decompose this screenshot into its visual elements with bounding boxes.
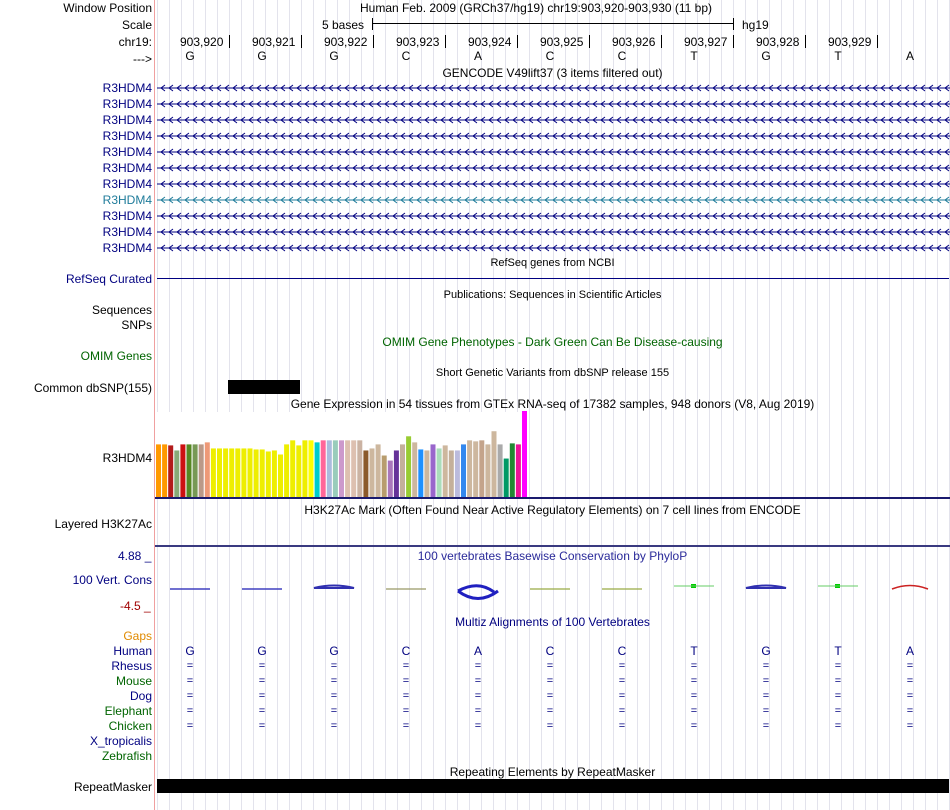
- gtex-tissue-bar[interactable]: [461, 444, 466, 497]
- gtex-tissue-bar[interactable]: [217, 448, 222, 497]
- aligned-match-symbol: =: [906, 675, 914, 687]
- sequence-base: G: [761, 49, 771, 63]
- h3k27-track-title: H3K27Ac Mark (Often Found Near Active Regulatory Elements) on 7 cell lines from ENCODE: [304, 503, 801, 517]
- gtex-tissue-bar[interactable]: [284, 444, 289, 497]
- human-aligned-base: A: [473, 644, 482, 658]
- aligned-match-symbol: =: [474, 675, 482, 687]
- species-label[interactable]: Chicken: [108, 719, 152, 733]
- chrom-label: chr19:: [118, 35, 152, 49]
- aligned-match-symbol: =: [546, 690, 554, 702]
- aligned-match-symbol: =: [762, 690, 770, 702]
- gtex-tissue-bar[interactable]: [498, 444, 503, 497]
- aligned-match-symbol: =: [402, 660, 410, 672]
- gtex-tissue-bar[interactable]: [211, 448, 216, 497]
- omim-track-label[interactable]: OMIM Genes: [80, 349, 152, 363]
- aligned-match-symbol: =: [402, 675, 410, 687]
- gtex-tissue-bar[interactable]: [315, 442, 320, 497]
- aligned-match-symbol: =: [258, 705, 266, 717]
- gtex-track-title: Gene Expression in 54 tissues from GTEx RNA-seq of 17382 samples, 948 donors (V8, Aug 2019): [290, 397, 815, 411]
- aligned-match-symbol: =: [762, 705, 770, 717]
- gtex-tissue-bar[interactable]: [382, 456, 387, 497]
- scale-bar-left-tick: [372, 18, 373, 30]
- human-aligned-base: A: [905, 644, 914, 658]
- aligned-match-symbol: =: [618, 690, 626, 702]
- gtex-tissue-bar[interactable]: [467, 440, 472, 497]
- aligned-match-symbol: =: [690, 660, 698, 672]
- ruler-position: 903,924: [468, 35, 512, 49]
- human-aligned-base: T: [834, 644, 842, 658]
- sequence-base: G: [329, 49, 339, 63]
- gtex-tissue-bar[interactable]: [516, 444, 521, 497]
- aligned-match-symbol: =: [906, 660, 914, 672]
- aligned-match-symbol: =: [474, 660, 482, 672]
- aligned-match-symbol: =: [834, 705, 842, 717]
- gtex-tissue-bar[interactable]: [309, 440, 314, 497]
- aligned-match-symbol: =: [690, 720, 698, 732]
- gencode-gene-track[interactable]: [157, 82, 950, 94]
- scale-text: 5 bases: [322, 18, 365, 32]
- refseq-track-label[interactable]: RefSeq Curated: [65, 272, 152, 286]
- repeatmasker-track-label[interactable]: RepeatMasker: [73, 780, 152, 794]
- ruler-position: 903,923: [396, 35, 440, 49]
- aligned-match-symbol: =: [186, 675, 194, 687]
- ruler-tick: [661, 35, 662, 48]
- aligned-match-symbol: =: [690, 705, 698, 717]
- human-aligned-base: G: [257, 644, 267, 658]
- gtex-baseline: [155, 497, 950, 499]
- phylop-track-label[interactable]: 100 Vert. Cons: [72, 573, 152, 587]
- gtex-tissue-bar[interactable]: [394, 450, 399, 497]
- gtex-tissue-bar[interactable]: [479, 440, 484, 497]
- ruler-tick: [445, 35, 446, 48]
- ruler-position: 903,926: [612, 35, 656, 49]
- gtex-tissue-bar[interactable]: [205, 442, 210, 497]
- aligned-match-symbol: =: [186, 690, 194, 702]
- gtex-tissue-bar[interactable]: [492, 431, 497, 497]
- gtex-tissue-bar[interactable]: [248, 448, 253, 497]
- aligned-match-symbol: =: [618, 660, 626, 672]
- gtex-tissue-bar[interactable]: [504, 459, 509, 497]
- aligned-match-symbol: =: [474, 705, 482, 717]
- gtex-tissue-bar[interactable]: [241, 448, 246, 497]
- gtex-tissue-bar[interactable]: [333, 440, 338, 497]
- gencode-gene-track[interactable]: [157, 146, 950, 158]
- gtex-tissue-bar[interactable]: [431, 444, 436, 497]
- aligned-match-symbol: =: [618, 675, 626, 687]
- ruler-tick: [301, 35, 302, 48]
- gtex-tissue-bar[interactable]: [437, 448, 442, 497]
- aligned-match-symbol: =: [402, 690, 410, 702]
- gtex-track-label[interactable]: R3HDM4: [102, 451, 152, 465]
- gencode-gene-label[interactable]: R3HDM4: [102, 97, 152, 111]
- dbsnp-track-title: Short Genetic Variants from dbSNP release 155: [435, 367, 670, 379]
- gtex-tissue-bar[interactable]: [388, 461, 393, 497]
- phylop-score-mark[interactable]: [818, 584, 858, 588]
- phylop-score-mark[interactable]: [314, 586, 354, 589]
- aligned-match-symbol: =: [834, 720, 842, 732]
- gtex-tissue-bar[interactable]: [278, 455, 283, 497]
- aligned-match-symbol: =: [258, 660, 266, 672]
- repeatmasker-block[interactable]: [157, 779, 949, 793]
- aligned-match-symbol: =: [330, 720, 338, 732]
- gencode-track-title: GENCODE V49lift37 (3 items filtered out): [442, 66, 663, 80]
- phylop-max-label: 4.88 _: [118, 549, 152, 563]
- aligned-match-symbol: =: [834, 675, 842, 687]
- gtex-tissue-bar[interactable]: [357, 440, 362, 497]
- gtex-tissue-bar[interactable]: [180, 444, 185, 497]
- aligned-match-symbol: =: [186, 705, 194, 717]
- species-label[interactable]: X_tropicalis: [89, 734, 152, 748]
- h3k27-baseline: [155, 545, 950, 547]
- aligned-match-symbol: =: [618, 705, 626, 717]
- gencode-gene-track[interactable]: [157, 194, 950, 206]
- human-aligned-base: C: [401, 644, 411, 658]
- aligned-match-symbol: =: [906, 690, 914, 702]
- gencode-gene-label[interactable]: R3HDM4: [102, 129, 152, 143]
- aligned-match-symbol: =: [762, 675, 770, 687]
- gencode-gene-label[interactable]: R3HDM4: [102, 177, 152, 191]
- gtex-tissue-bar[interactable]: [522, 411, 527, 497]
- gtex-tissue-bar[interactable]: [235, 448, 240, 497]
- pubs-track-label-sequences[interactable]: Sequences: [91, 303, 152, 317]
- assembly-label: hg19: [742, 18, 769, 32]
- gtex-tissue-bar[interactable]: [168, 445, 173, 497]
- sequence-base: G: [257, 49, 267, 63]
- window-position-text: Human Feb. 2009 (GRCh37/hg19) chr19:903,920-903,930 (11 bp): [360, 1, 713, 15]
- sequence-base: T: [834, 49, 842, 63]
- h3k27-track-label[interactable]: Layered H3K27Ac: [54, 517, 152, 531]
- aligned-match-symbol: =: [546, 705, 554, 717]
- gtex-tissue-bar[interactable]: [162, 444, 167, 497]
- ruler-position: 903,925: [540, 35, 584, 49]
- aligned-match-symbol: =: [762, 660, 770, 672]
- ruler-tick: [373, 35, 374, 48]
- gtex-tissue-bar[interactable]: [412, 442, 417, 497]
- gtex-tissue-bar[interactable]: [229, 448, 234, 497]
- gtex-tissue-bar[interactable]: [223, 448, 228, 497]
- aligned-match-symbol: =: [258, 720, 266, 732]
- ruler-tick: [733, 35, 734, 48]
- multiz-track-title: Multiz Alignments of 100 Vertebrates: [455, 615, 650, 629]
- species-label[interactable]: Elephant: [104, 704, 152, 718]
- ruler-position: 903,929: [828, 35, 872, 49]
- gencode-gene-label[interactable]: R3HDM4: [102, 241, 152, 255]
- gtex-tissue-bar[interactable]: [424, 450, 429, 497]
- human-aligned-base: T: [690, 644, 698, 658]
- gtex-tissue-bar[interactable]: [193, 444, 198, 497]
- phylop-score-mark[interactable]: [458, 586, 498, 599]
- sequence-base: C: [617, 49, 627, 63]
- phylop-score-mark[interactable]: [674, 584, 714, 588]
- pubs-track-label-snps[interactable]: SNPs: [121, 318, 152, 332]
- sequence-base: A: [473, 49, 482, 63]
- aligned-match-symbol: =: [186, 660, 194, 672]
- gtex-tissue-bar[interactable]: [485, 444, 490, 497]
- sequence-base: G: [185, 49, 195, 63]
- species-label[interactable]: Human: [113, 644, 152, 658]
- human-aligned-base: C: [617, 644, 627, 658]
- pubs-track-title: Publications: Sequences in Scientific Articles: [443, 289, 662, 301]
- ruler-position: 903,922: [324, 35, 368, 49]
- ruler-tick: [229, 35, 230, 48]
- scale-bar: [372, 23, 734, 24]
- scale-label: Scale: [121, 18, 152, 32]
- gtex-tissue-bar[interactable]: [296, 445, 301, 497]
- gtex-tissue-bar[interactable]: [302, 440, 307, 497]
- gtex-tissue-bar[interactable]: [345, 440, 350, 497]
- aligned-match-symbol: =: [474, 720, 482, 732]
- gencode-gene-label[interactable]: R3HDM4: [102, 145, 152, 159]
- aligned-match-symbol: =: [690, 675, 698, 687]
- ruler-position: 903,928: [756, 35, 800, 49]
- gtex-tissue-bar[interactable]: [449, 450, 454, 497]
- aligned-match-symbol: =: [546, 675, 554, 687]
- gtex-tissue-bar[interactable]: [321, 440, 326, 497]
- aligned-match-symbol: =: [546, 660, 554, 672]
- aligned-match-symbol: =: [186, 720, 194, 732]
- species-label[interactable]: Mouse: [115, 674, 152, 688]
- ruler-position: 903,921: [252, 35, 296, 49]
- gencode-gene-label[interactable]: R3HDM4: [102, 161, 152, 175]
- ruler-tick: [805, 35, 806, 48]
- gtex-tissue-bar[interactable]: [406, 436, 411, 497]
- aligned-match-symbol: =: [834, 690, 842, 702]
- ruler-position: 903,927: [684, 35, 728, 49]
- aligned-match-symbol: =: [402, 720, 410, 732]
- gtex-tissue-bar[interactable]: [339, 440, 344, 497]
- gtex-tissue-bar[interactable]: [266, 451, 271, 497]
- aligned-match-symbol: =: [906, 705, 914, 717]
- aligned-match-symbol: =: [330, 705, 338, 717]
- aligned-match-symbol: =: [834, 660, 842, 672]
- species-label[interactable]: Rhesus: [111, 659, 152, 673]
- strand-label: --->: [133, 52, 152, 66]
- gtex-tissue-bar[interactable]: [418, 449, 423, 497]
- human-aligned-base: C: [545, 644, 555, 658]
- gtex-tissue-bar[interactable]: [443, 445, 448, 497]
- phylop-min-label: -4.5 _: [120, 599, 151, 613]
- gtex-tissue-bar[interactable]: [473, 441, 478, 497]
- gtex-tissue-bar[interactable]: [400, 444, 405, 497]
- ruler-tick: [589, 35, 590, 48]
- multiz-gaps-label[interactable]: Gaps: [123, 629, 152, 643]
- refseq-track-title: RefSeq genes from NCBI: [490, 257, 615, 269]
- gtex-tissue-bar[interactable]: [156, 444, 161, 497]
- gtex-tissue-bar[interactable]: [290, 440, 295, 497]
- aligned-match-symbol: =: [330, 660, 338, 672]
- refseq-gene-line[interactable]: [157, 278, 949, 279]
- gtex-tissue-bar[interactable]: [272, 450, 277, 497]
- gtex-tissue-bar[interactable]: [370, 448, 375, 497]
- gtex-tissue-bar[interactable]: [376, 444, 381, 497]
- phylop-graph[interactable]: [155, 578, 950, 606]
- gencode-gene-track[interactable]: [157, 242, 950, 254]
- human-aligned-base: G: [329, 644, 339, 658]
- human-aligned-base: G: [761, 644, 771, 658]
- aligned-match-symbol: =: [330, 690, 338, 702]
- gtex-tissue-bar[interactable]: [327, 440, 332, 497]
- aligned-match-symbol: =: [402, 705, 410, 717]
- sequence-base: A: [905, 49, 914, 63]
- sequence-base: C: [401, 49, 411, 63]
- aligned-match-symbol: =: [474, 690, 482, 702]
- species-label[interactable]: Zebrafish: [101, 749, 152, 763]
- phylop-score-mark[interactable]: [746, 586, 786, 589]
- gtex-tissue-bar[interactable]: [199, 444, 204, 497]
- gtex-tissue-bar[interactable]: [351, 440, 356, 497]
- aligned-match-symbol: =: [762, 720, 770, 732]
- gtex-tissue-bar[interactable]: [510, 443, 515, 497]
- gencode-gene-label[interactable]: R3HDM4: [102, 225, 152, 239]
- scale-bar-right-tick: [733, 18, 734, 30]
- omim-track-title: OMIM Gene Phenotypes - Dark Green Can Be Disease-causing: [382, 335, 723, 349]
- human-aligned-base: G: [185, 644, 195, 658]
- aligned-match-symbol: =: [258, 675, 266, 687]
- dbsnp-variant-block[interactable]: [228, 380, 300, 394]
- aligned-match-symbol: =: [618, 720, 626, 732]
- species-label[interactable]: Dog: [129, 689, 152, 703]
- gencode-gene-track[interactable]: [157, 130, 950, 142]
- phylop-track-title: 100 vertebrates Basewise Conservation by PhyloP: [417, 549, 688, 563]
- gencode-gene-track[interactable]: [157, 162, 950, 174]
- ruler-position: 903,920: [180, 35, 224, 49]
- gtex-tissue-bar[interactable]: [174, 450, 179, 497]
- sequence-base: T: [690, 49, 698, 63]
- aligned-match-symbol: =: [690, 690, 698, 702]
- window-position-label: Window Position: [63, 1, 152, 15]
- repeatmasker-track-title: Repeating Elements by RepeatMasker: [449, 765, 656, 779]
- gencode-gene-track[interactable]: [157, 210, 950, 222]
- aligned-match-symbol: =: [906, 720, 914, 732]
- gtex-tissue-bar[interactable]: [363, 450, 368, 497]
- gencode-gene-track[interactable]: [157, 114, 950, 126]
- gtex-bar-chart[interactable]: [155, 410, 535, 498]
- aligned-match-symbol: =: [546, 720, 554, 732]
- ruler-tick: [877, 35, 878, 48]
- ruler-tick: [517, 35, 518, 48]
- gtex-tissue-bar[interactable]: [455, 450, 460, 497]
- aligned-match-symbol: =: [330, 675, 338, 687]
- gencode-gene-label[interactable]: R3HDM4: [102, 81, 152, 95]
- gencode-gene-track[interactable]: [157, 98, 950, 110]
- aligned-match-symbol: =: [258, 690, 266, 702]
- gencode-gene-track[interactable]: [157, 226, 950, 238]
- sequence-base: C: [545, 49, 555, 63]
- gencode-gene-label[interactable]: R3HDM4: [102, 113, 152, 127]
- gtex-tissue-bar[interactable]: [187, 444, 192, 497]
- gtex-tissue-bar[interactable]: [260, 449, 265, 497]
- gencode-gene-track[interactable]: [157, 178, 950, 190]
- gtex-tissue-bar[interactable]: [254, 449, 259, 497]
- phylop-score-mark[interactable]: [892, 586, 928, 590]
- gencode-gene-label[interactable]: R3HDM4: [102, 193, 152, 207]
- gencode-gene-label[interactable]: R3HDM4: [102, 209, 152, 223]
- dbsnp-track-label[interactable]: Common dbSNP(155): [33, 381, 152, 395]
